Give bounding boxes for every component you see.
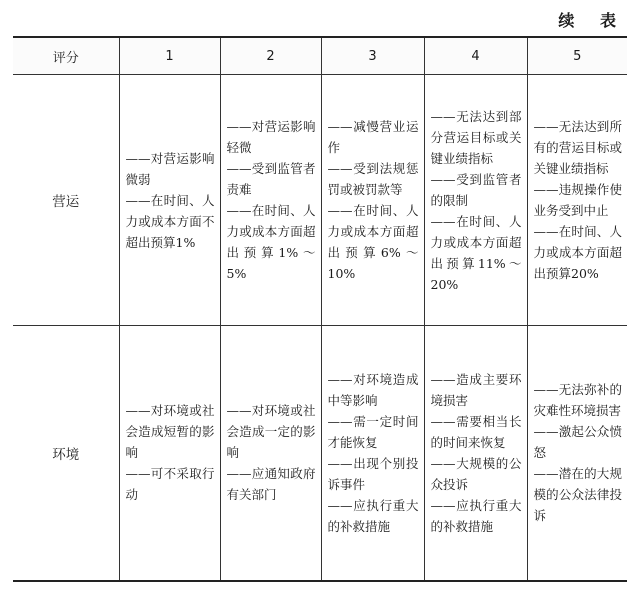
cell-env-2	[220, 326, 321, 581]
cell-ops-2	[220, 75, 321, 326]
header-corner: 评分	[13, 37, 119, 75]
cell-line: ——对环境或社会造成短暂的影响	[125, 403, 215, 461]
cell-env-1	[119, 326, 220, 581]
header-score-4: 4	[424, 37, 527, 75]
cell-line: ——受到监管者责难	[226, 161, 316, 197]
cell-line: ——在时间、人力或成本方面不超出预算1%	[125, 192, 215, 250]
cell-line: ——在时间、人力或成本方面超出预算11%～20%	[430, 213, 522, 292]
cell-line: ——受到法规惩罚或被罚款等	[327, 161, 419, 197]
cell-line: ——受到监管者的限制	[430, 171, 522, 208]
cell-line: ——对营运影响轻微	[226, 119, 316, 155]
header-score-2: 2	[220, 37, 321, 75]
cell-line: ——违规操作使业务受到中止	[533, 182, 622, 218]
cell-ops-5	[527, 75, 627, 326]
cell-line: ——在时间、人力或成本方面超出预算6%～10%	[327, 203, 419, 281]
cell-line: ——无法达到部分营运目标或关键业绩指标	[430, 108, 522, 166]
cell-ops-3	[321, 75, 424, 326]
cell-line: ——在时间、人力或成本方面超出预算20%	[533, 224, 622, 281]
cell-line: ——应通知政府有关部门	[226, 466, 316, 503]
cell-line: ——应执行重大的补救措施	[430, 497, 522, 534]
cell-line: ——激起公众愤怒	[533, 424, 622, 461]
row-label-environment: 环境	[13, 326, 119, 581]
header-row	[13, 37, 627, 75]
cell-line: ——需要相当长的时间来恢复	[430, 413, 522, 450]
cell-line: ——造成主要环境损害	[430, 371, 522, 408]
cell-line: ——应执行重大的补救措施	[327, 497, 419, 534]
cell-line: ——无法达到所有的营运目标或关键业绩指标	[533, 119, 622, 176]
cell-line: ——需一定时间才能恢复	[327, 413, 419, 450]
risk-score-table	[13, 36, 627, 582]
cell-line: ——可不采取行动	[125, 466, 215, 503]
cell-ops-1	[119, 75, 220, 326]
cell-line: ——大规模的公众投诉	[430, 455, 522, 492]
table-row	[13, 75, 627, 326]
header-score-3: 3	[321, 37, 424, 75]
continued-table-label: 续 表	[558, 11, 626, 30]
cell-env-4	[424, 326, 527, 581]
cell-line: ——在时间、人力或成本方面超出预算1%～5%	[226, 203, 316, 281]
cell-line: ——减慢营业运作	[327, 119, 419, 155]
cell-env-5	[527, 326, 627, 581]
cell-line: ——无法弥补的灾难性环境损害	[533, 382, 622, 419]
cell-line: ——出现个别投诉事件	[327, 455, 419, 492]
cell-line: ——潜在的大规模的公众法律投诉	[533, 466, 622, 524]
cell-line: ——对环境造成中等影响	[327, 371, 419, 408]
cell-line: ——对营运影响微弱	[125, 150, 215, 187]
row-label-operations: 营运	[13, 75, 119, 326]
cell-env-3	[321, 326, 424, 581]
cell-ops-4	[424, 75, 527, 326]
cell-line: ——对环境或社会造成一定的影响	[226, 403, 316, 461]
table-row	[13, 326, 627, 581]
header-score-1: 1	[119, 37, 220, 75]
header-score-5: 5	[527, 37, 627, 75]
